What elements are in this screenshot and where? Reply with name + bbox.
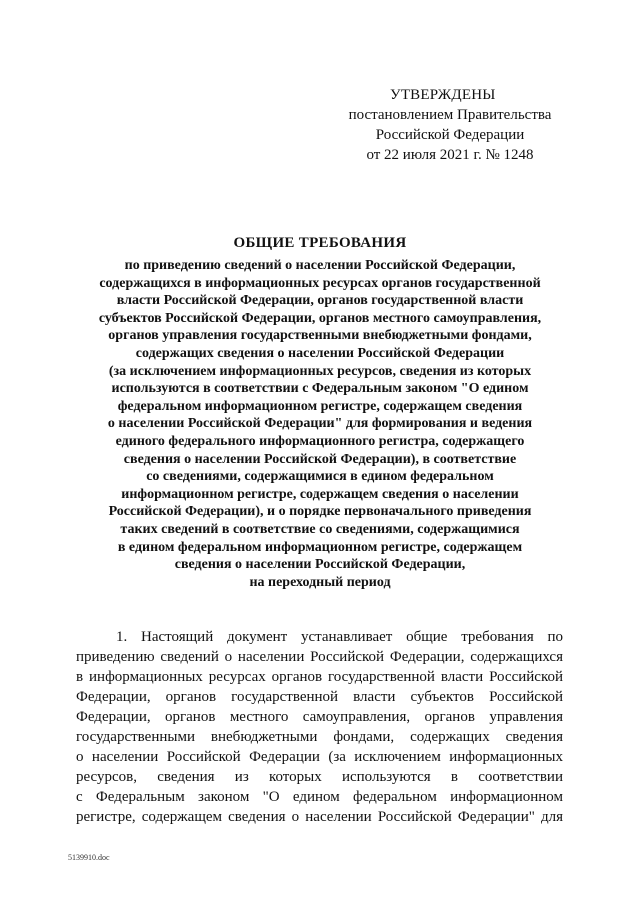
body-paragraph xyxy=(76,627,563,827)
body-line: в информационных ресурсах органов государственной власти Российской xyxy=(76,669,563,685)
document-title: ОБЩИЕ ТРЕБОВАНИЯ xyxy=(233,235,407,251)
title-line: органов управления государственными внебюджетными фондами, xyxy=(108,328,532,344)
body-line: приведению сведений о населении Российской Федерации, содержащихся xyxy=(76,649,563,665)
approval-line: от 22 июля 2021 г. № 1248 xyxy=(366,147,534,163)
approved-heading: УТВЕРЖДЕНЫ xyxy=(390,87,496,103)
approval-line: Российской Федерации xyxy=(375,127,525,143)
title-line: со сведениями, содержащимися в едином федеральном xyxy=(146,469,494,485)
body-line: государственными внебюджетными фондами, содержащих сведения xyxy=(76,729,563,745)
title-line: по приведению сведений о населении Российской Федерации, xyxy=(124,258,516,273)
body-line: Федерации, органов государственной власти субъектов Российской xyxy=(76,689,563,705)
title-line: содержащих сведения о населении Российской Федерации xyxy=(135,345,505,361)
title-line: федеральном информационном регистре, содержащем сведения xyxy=(117,398,523,414)
title-line: Российской Федерации), и о порядке первоначального приведения xyxy=(108,504,532,520)
body-line: 1. Настоящий документ устанавливает общие требования по xyxy=(116,629,563,645)
title-line: субъектов Российской Федерации, органов местного самоуправления, xyxy=(98,310,542,326)
title-line: сведения о населении Российской Федерации, xyxy=(174,557,466,573)
body-line: Федерации, органов местного самоуправления, органов управления xyxy=(76,709,563,725)
body-line: регистре, содержащем сведения о населении Российской Федерации" для xyxy=(76,809,563,825)
title-line: сведения о населении Российской Федерации), в соответствие xyxy=(123,451,517,467)
approval-line: постановлением Правительства xyxy=(348,107,552,123)
title-line: в едином федеральном информационном регистре, содержащем xyxy=(117,539,523,555)
body-line: с Федеральным законом "О едином федеральном информационном xyxy=(76,789,563,805)
title-line: используются в соответствии с Федеральным законом "О едином xyxy=(111,381,529,397)
title-line: о населении Российской Федерации" для формирования и ведения xyxy=(107,416,533,432)
title-line: (за исключением информационных ресурсов, сведения из которых xyxy=(108,363,532,379)
approval-block xyxy=(340,85,560,165)
body-line: о населении Российской Федерации (за исключением информационных xyxy=(76,749,563,765)
title-line: содержащихся в информационных ресурсах органов государственной xyxy=(99,275,541,291)
title-line: единого федерального информационного регистра, содержащего xyxy=(115,433,525,449)
footer-filename: 5139910.doc xyxy=(68,853,110,862)
title-line: власти Российской Федерации, органов государственной власти xyxy=(116,293,524,309)
title-line: на переходный период xyxy=(249,574,391,590)
title-line: информационном регистре, содержащем сведения о населении xyxy=(121,486,519,502)
body-line: ресурсов, сведения из которых используются в соответствии xyxy=(76,769,563,785)
document-title-block xyxy=(60,233,580,591)
title-line: таких сведений в соответствие со сведениями, содержащимися xyxy=(120,521,520,537)
